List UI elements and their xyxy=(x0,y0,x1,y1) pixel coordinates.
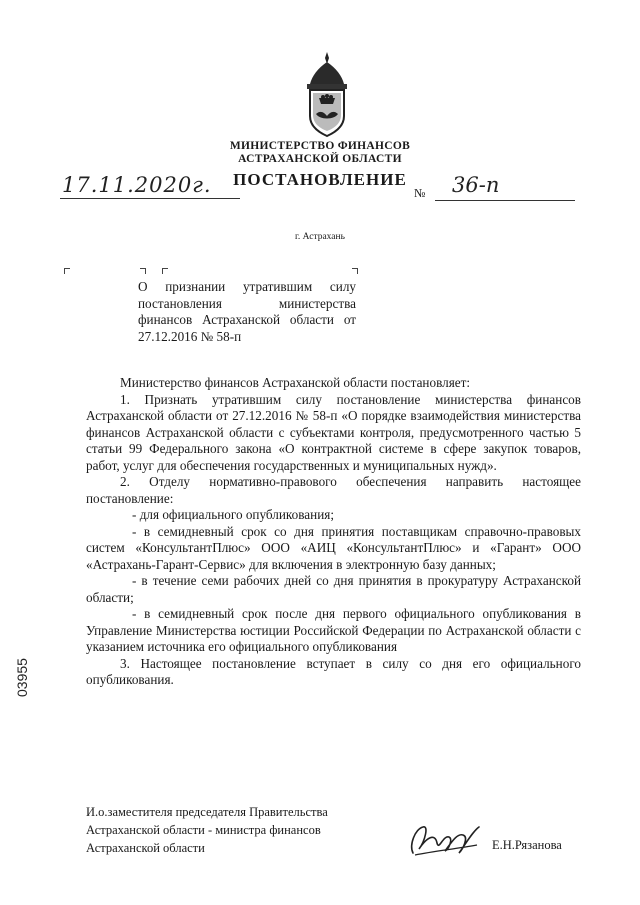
body-bullet-4: - в семидневный срок после дня первого официального опубликования в Управление Министерства юстиции Российской Федерации по Астраханской области с указанием источника его официального опубликования xyxy=(86,606,581,654)
ministry-line-1: МИНИСТЕРСТВО ФИНАНСОВ xyxy=(229,140,411,152)
body-bullet-2: - в семидневный срок со дня принятия поставщикам справочно-правовых систем «КонсультантПлюс» ООО «АИЦ «КонсультантПлюс» и «Гарант» ООО «Астрахань-Гарант-Сервис» для включения в электронную базу данных; xyxy=(86,523,581,572)
body-bullet-1: - для официального опубликования; xyxy=(132,507,335,522)
number-label: № xyxy=(414,186,426,200)
signer-position xyxy=(86,803,328,857)
body-bullet-3: - в течение семи рабочих дней со дня принятия в прокуратуру Астраханской области; xyxy=(86,573,581,605)
signer-line-3: Астраханской области xyxy=(86,841,205,855)
corner-mark-mid-left xyxy=(162,268,168,274)
corner-mark-top-right xyxy=(352,268,358,274)
body-paragraph-1: 1. Признать утратившим силу постановление министерства финансов Астраханской области от 27.12.2016 № 58-п «О порядке взаимодействия министерства финансов Астраханской области с субъектами контроля, предусмотренного частью 5 статьи 99 Федерального закона «О контрактной системе в сфере закупок товаров, работ, услуг для обеспечения государственных и муниципальных нужд». xyxy=(86,391,581,473)
signer-line-1: И.о.заместителя председателя Правительства xyxy=(86,805,328,819)
body-intro: Министерство финансов Астраханской области постановляет: xyxy=(120,375,471,390)
coat-of-arms-emblem xyxy=(298,50,356,140)
city-name: г. Астрахань xyxy=(295,232,345,242)
corner-mark-top-left xyxy=(64,268,70,274)
registration-stamp-number: 03955 xyxy=(14,658,30,697)
ministry-name xyxy=(0,140,640,166)
signer-line-2: Астраханской области - министра финансов xyxy=(86,823,321,837)
corner-mark-mid-right xyxy=(140,268,146,274)
handwritten-signature xyxy=(405,815,485,865)
number-underline xyxy=(435,200,575,201)
ministry-line-2: АСТРАХАНСКОЙ ОБЛАСТИ xyxy=(238,153,402,165)
handwritten-date: 17.11.2020г. xyxy=(62,173,212,197)
signer-name: Е.Н.Рязанова xyxy=(492,838,562,852)
handwritten-number: 36-п xyxy=(452,173,500,197)
document-subject: О признании утратившим силу постановления министерства финансов Астраханской области от 27.12.2016 № 58-п xyxy=(138,279,356,344)
body-paragraph-3: 3. Настоящее постановление вступает в силу со дня его официального опубликования. xyxy=(86,655,581,687)
body-paragraph-2: 2. Отделу нормативно-правового обеспечения направить настоящее постановление: xyxy=(86,474,581,506)
document-type-title: ПОСТАНОВЛЕНИЕ xyxy=(233,170,407,189)
document-body xyxy=(86,375,581,689)
date-underline xyxy=(60,198,240,199)
